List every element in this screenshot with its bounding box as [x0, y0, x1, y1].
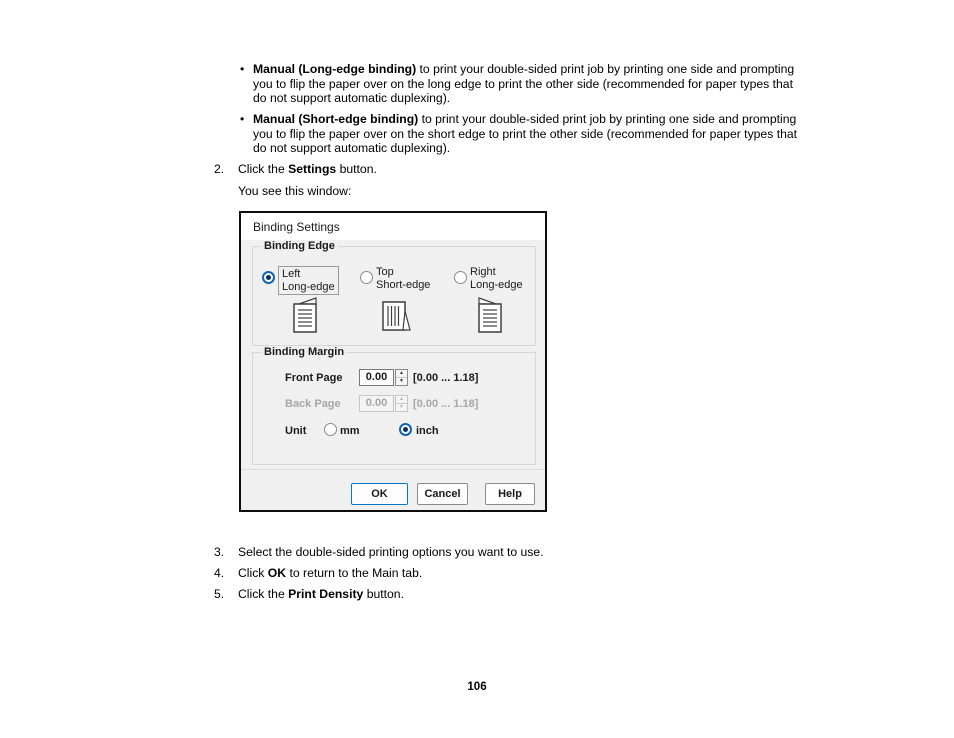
radio-unit-inch[interactable] — [399, 423, 412, 436]
bullet-marker: • — [240, 62, 245, 76]
binding-margin-group — [252, 346, 536, 465]
step-2 — [214, 162, 377, 177]
step-number: 5. — [214, 587, 225, 601]
list-item — [240, 112, 812, 156]
stepper-down-icon[interactable]: ▼ — [399, 378, 404, 384]
radio-label: Right Long-edge — [470, 266, 523, 291]
step-3 — [214, 545, 544, 560]
stepper-down-icon: ▼ — [399, 404, 404, 410]
dialog-title: Binding Settings — [241, 213, 545, 240]
back-page-label: Back Page — [285, 398, 341, 410]
binding-settings-dialog — [239, 211, 547, 512]
back-page-input: 0.00 — [359, 395, 394, 412]
radio-label: Left Long-edge — [278, 266, 339, 295]
step-number: 4. — [214, 566, 225, 580]
page-flip-top-icon — [376, 296, 414, 339]
list-item — [240, 62, 812, 106]
step-4 — [214, 566, 422, 581]
radio-selected-icon — [262, 271, 275, 284]
step-text: Click the Settings button. — [238, 162, 377, 176]
radio-unselected-icon — [454, 271, 467, 284]
binding-edge-group — [252, 240, 536, 346]
binding-edge-group-label: Binding Edge — [261, 240, 338, 253]
stepper-up-icon[interactable]: ▲ — [396, 370, 407, 378]
unit-inch-label[interactable]: inch — [416, 425, 439, 437]
radio-left-long-edge[interactable] — [262, 266, 339, 295]
binding-margin-group-label: Binding Margin — [261, 346, 347, 359]
back-page-range: [0.00 ... 1.18] — [413, 398, 479, 410]
bullet-text: Manual (Long-edge binding) to print your double-sided print job by printing one side and prompting you to flip the paper over on the long edge to print the other side (recommended for paper types that do not support automatic duplexing). — [253, 62, 795, 106]
step-5 — [214, 587, 404, 602]
ok-button[interactable]: OK — [351, 483, 408, 505]
page-flip-right-icon — [474, 296, 508, 339]
back-page-stepper — [395, 395, 408, 412]
step-text: Select the double-sided printing options you want to use. — [238, 545, 544, 559]
help-button[interactable]: Help — [485, 483, 535, 505]
radio-unit-mm[interactable] — [324, 423, 337, 436]
radio-unselected-icon — [360, 271, 373, 284]
unit-mm-label[interactable]: mm — [340, 425, 360, 437]
window-note: You see this window: — [238, 184, 352, 198]
front-page-range: [0.00 ... 1.18] — [413, 372, 479, 384]
front-page-label: Front Page — [285, 372, 343, 384]
radio-label: Top Short-edge — [376, 266, 431, 291]
radio-right-long-edge[interactable] — [454, 266, 523, 291]
step-text: Click OK to return to the Main tab. — [238, 566, 423, 580]
page-flip-left-icon — [286, 296, 320, 339]
front-page-stepper[interactable] — [395, 369, 408, 386]
stepper-up-icon: ▲ — [396, 396, 407, 404]
front-page-input[interactable]: 0.00 — [359, 369, 394, 386]
unit-label: Unit — [285, 425, 307, 437]
page-number: 106 — [467, 681, 487, 693]
radio-top-short-edge[interactable] — [360, 266, 430, 291]
footer-separator — [241, 469, 545, 470]
step-text: Click the Print Density button. — [238, 587, 404, 601]
step-number: 3. — [214, 545, 225, 559]
bullet-text: Manual (Short-edge binding) to print your double-sided print job by printing one side and prompting you to flip the paper over on the short edge to print the other side (recommended for paper types that do not support automatic duplexing). — [253, 112, 798, 156]
step-number: 2. — [214, 162, 225, 176]
bullet-marker: • — [240, 112, 245, 126]
cancel-button[interactable]: Cancel — [417, 483, 468, 505]
